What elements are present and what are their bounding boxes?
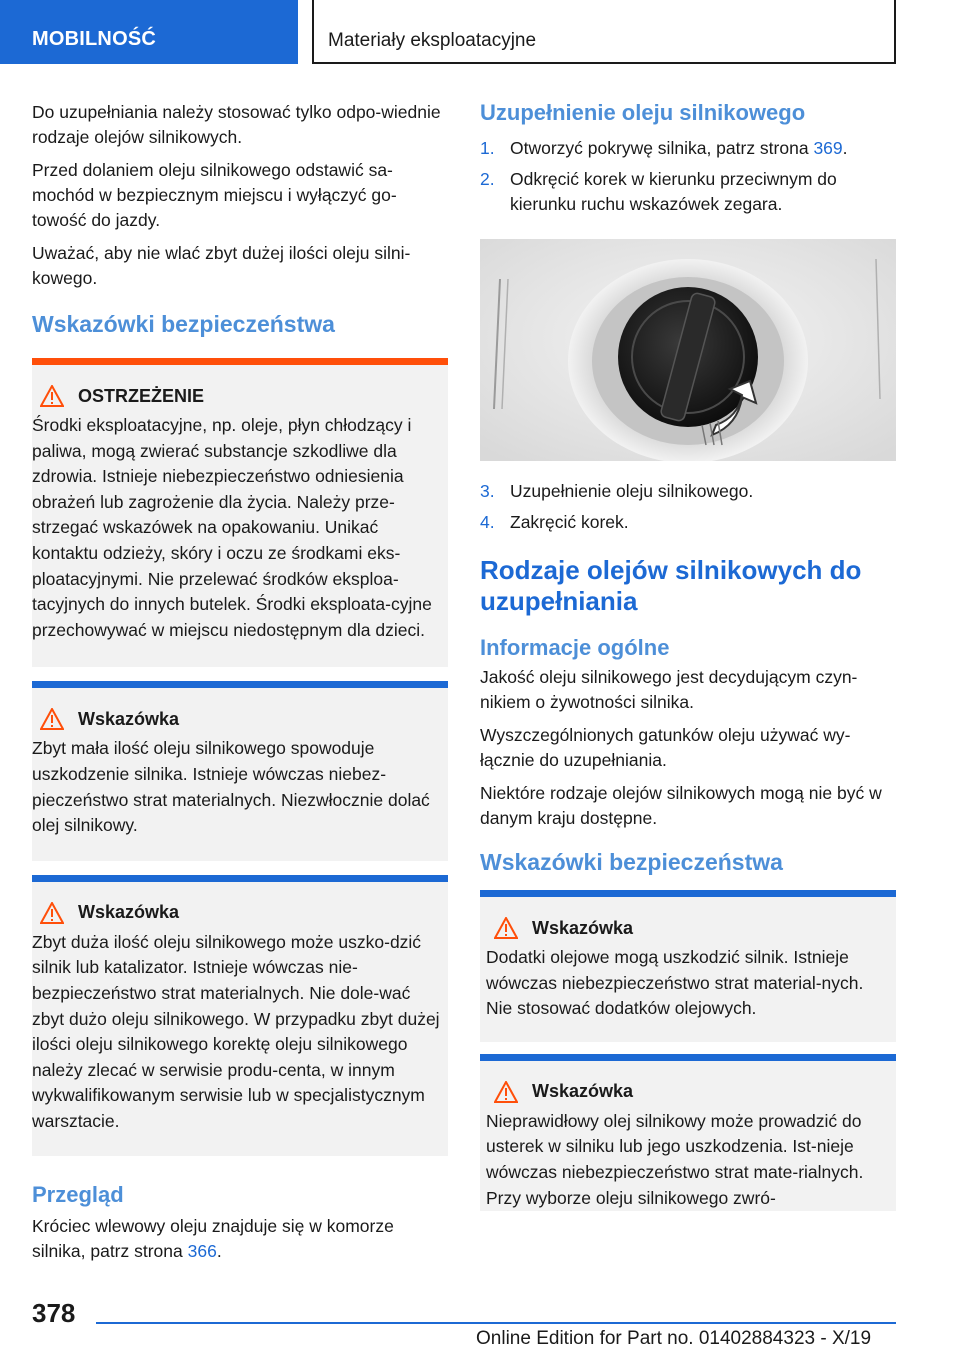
note-triangle-icon <box>494 917 518 939</box>
oil-cap-image <box>480 239 896 461</box>
safety-heading: Wskazówki bezpieczeństwa <box>32 311 335 337</box>
right-column <box>480 100 896 1211</box>
refill-heading: Uzupełnienie oleju silnikowego <box>480 100 806 125</box>
page-link[interactable]: 369 <box>813 138 843 158</box>
note-title: Wskazówka <box>532 917 634 938</box>
note-title: Wskazówka <box>532 1081 634 1102</box>
general-paragraph: Niektóre rodzaje olejów silnikowych mogą nie być w danym kraju dostępne. <box>480 783 882 828</box>
overview-paragraph: Króciec wlewowy oleju znajduje się w komorze silnika, patrz strona 366. <box>32 1216 394 1262</box>
note-box <box>32 875 448 1157</box>
intro-paragraph: Do uzupełniania należy stosować tylko odpo-wiednie rodzaje olejów silnikowych. <box>32 102 441 147</box>
general-paragraph: Jakość oleju silnikowego jest decydującym czyn-nikiem o żywotności silnika. <box>480 667 858 712</box>
note-triangle-icon <box>494 1081 518 1103</box>
note-text: Dodatki olejowe mogą uszkodzić silnik. Istnieje wówczas niebezpieczeństwo strat material-nych. Nie stosować dodatków olejowych. <box>486 947 864 1019</box>
step-item: 3. Uzupełnienie oleju silnikowego. <box>480 481 754 501</box>
overview-heading: Przegląd <box>32 1182 124 1208</box>
note-box <box>32 681 448 860</box>
general-info-heading: Informacje ogólne <box>480 635 670 660</box>
step-item: 1. Otworzyć pokrywę silnika, patrz strona 369. <box>480 138 848 158</box>
warning-text: Środki eksploatacyjne, np. oleje, płyn chłodzący i paliwa, mogą zwierać substancje szkodliwe dla zdrowia. Istnieje niebezpieczeństwo odniesienia obrażeń lub zagrożenie dla życia. Należy prze-strzegać wskazówek na opakowaniu. Unikać kontaktu odzieży, skóry i oczu ze środkami eks-ploatacyjnymi. Nie przelewać środków eksploa-tacyjnych do innych butelek. Środki eksploata-cyjne przechowywać w miejscu niedostępnym dla dzieci. <box>32 415 432 640</box>
safety-heading: Wskazówki bezpieczeństwa <box>480 849 783 875</box>
note-title: Wskazówka <box>78 708 180 729</box>
note-box <box>480 1054 896 1211</box>
warning-title: OSTRZEŻENIE <box>78 385 205 406</box>
general-paragraph: Wyszczególnionych gatunków oleju używać wy-łącznie do uzupełniania. <box>480 725 851 770</box>
note-triangle-icon <box>40 708 64 730</box>
step-item: 4. Zakręcić korek. <box>480 512 629 532</box>
page-link[interactable]: 366 <box>187 1241 217 1262</box>
note-triangle-icon <box>40 902 64 924</box>
section-title: Materiały eksploatacyjne <box>312 0 896 64</box>
footer-divider <box>96 1322 896 1324</box>
note-text: Zbyt mała ilość oleju silnikowego spowoduje uszkodzenie silnika. Istnieje wówczas niebez-pieczeństwo strat materialnych. Niezwłocznie dolać olej silnikowy. <box>32 738 430 836</box>
oil-types-heading: Rodzaje olejów silnikowych do uzupełniania <box>480 555 862 616</box>
left-column <box>32 100 448 1272</box>
oil-cap-illustration <box>480 239 896 461</box>
step-item: 2. Odkręcić korek w kierunku przeciwnym do kierunku ruchu wskazówek zegara. <box>480 169 837 214</box>
warning-triangle-icon <box>40 385 64 407</box>
chapter-tab: MOBILNOŚĆ <box>0 0 298 64</box>
intro-paragraph: Przed dolaniem oleju silnikowego odstawić sa-mochód w bezpiecznym miejscu i wyłączyć go-towość do jazdy. <box>32 160 397 230</box>
page-number: 378 <box>32 1298 76 1328</box>
warning-box <box>32 358 448 667</box>
edition-footer: Online Edition for Part no. 01402884323 - X/19 <box>476 1328 872 1349</box>
note-text: Nieprawidłowy olej silnikowy może prowadzić do usterek w silniku lub jego uszkodzenia. Ist-nieje wówczas niebezpieczeństwo strat mate-rialnych. Przy wyborze oleju silnikowego zwró- <box>486 1110 864 1208</box>
note-box <box>480 890 896 1042</box>
intro-paragraph: Uważać, aby nie wlać zbyt dużej ilości oleju silni-kowego. <box>32 243 411 288</box>
note-text: Zbyt duża ilość oleju silnikowego może uszko-dzić silnik lub katalizator. Istnieje wówczas nie-bezpieczeństwo strat materialnych. Nie dole-wać zbyt dużo oleju silnikowego. W przypadku zbyt dużej ilości oleju silnikowego korektę oleju silnikowego należy zlecać w serwisie produ-centa, w innym wykwalifikowanym serwisie lub w specjalistycznym warsztacie. <box>32 931 440 1131</box>
note-title: Wskazówka <box>78 902 180 923</box>
